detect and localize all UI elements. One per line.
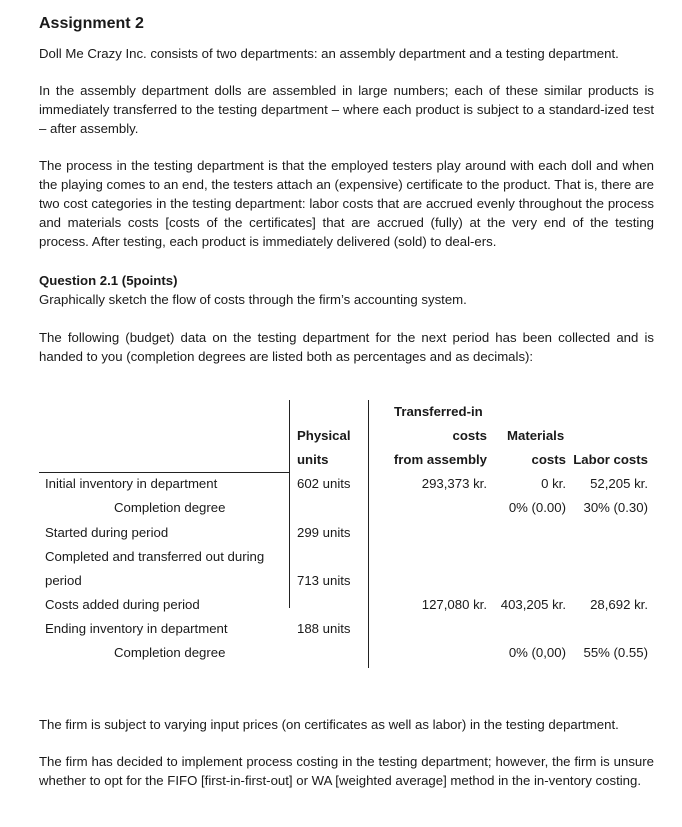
row-added-label: Costs added during period bbox=[45, 597, 200, 612]
method-paragraph: The firm has decided to implement process costing in the testing department; however, the firm is unsure whether to opt for the FIFO [first-in-first-out] or WA [weighted average] method in the in-ventory costing. bbox=[39, 754, 654, 788]
row-completed-label-2: period bbox=[45, 573, 82, 588]
row-initial-completion-labor: 30% (0.30) bbox=[583, 500, 648, 515]
row-completed-units: 713 units bbox=[297, 573, 351, 588]
row-added-labor: 28,692 kr. bbox=[590, 597, 648, 612]
header-materials-1: Materials bbox=[507, 428, 565, 443]
assembly-paragraph: In the assembly department dolls are assembled in large numbers; each of these similar products is immediately transferred to the testing department – where each product is subject to a standard-ized test – after assembly. bbox=[39, 83, 654, 136]
row-initial-completion-label: Completion degree bbox=[114, 500, 226, 515]
row-completed-label-1: Completed and transferred out during bbox=[45, 549, 265, 564]
row-initial-labor: 52,205 kr. bbox=[590, 476, 648, 491]
table-divider-right bbox=[368, 400, 369, 668]
testing-department-table bbox=[39, 400, 654, 672]
row-ending-completion-label: Completion degree bbox=[114, 645, 226, 660]
row-ending-units: 188 units bbox=[297, 621, 351, 636]
header-materials-2: costs bbox=[531, 452, 566, 467]
data-intro-paragraph: The following (budget) data on the testing department for the next period has been collected and is handed to you (completion degrees are listed both as percentages and as decimals): bbox=[39, 330, 654, 364]
row-ending-completion-labor: 55% (0.55) bbox=[583, 645, 648, 660]
header-transferred-2: costs bbox=[452, 428, 487, 443]
row-added-materials: 403,205 kr. bbox=[500, 597, 566, 612]
row-initial-completion-materials: 0% (0.00) bbox=[508, 500, 566, 515]
row-initial-transferred: 293,373 kr. bbox=[421, 476, 487, 491]
table-divider-left bbox=[289, 400, 290, 608]
header-physical-1: Physical bbox=[297, 428, 351, 443]
header-labor: Labor costs bbox=[573, 452, 648, 467]
testing-paragraph: The process in the testing department is that the employed testers play around with each doll and when the playing comes to an end, the testers attach an (expensive) certificate to the product. That is, there are two cost categories in the testing department: labor costs that are accrued evenly throughout the process and materials costs [costs of the certificates] that are accrued (fully) at the very end of the testing process. After testing, each product is immediately delivered (sold) to deal-ers. bbox=[39, 158, 654, 249]
table-header-rule bbox=[39, 472, 289, 473]
row-added-transferred: 127,080 kr. bbox=[421, 597, 487, 612]
intro-paragraph: Doll Me Crazy Inc. consists of two departments: an assembly department and a testing department. bbox=[39, 46, 619, 61]
row-initial-materials: 0 kr. bbox=[541, 476, 566, 491]
question-title: Question 2.1 (5points) bbox=[39, 273, 178, 288]
prices-paragraph: The firm is subject to varying input prices (on certificates as well as labor) in the testing department. bbox=[39, 717, 619, 732]
header-transferred-1: Transferred-in bbox=[394, 404, 483, 419]
header-transferred-3: from assembly bbox=[393, 452, 487, 467]
row-started-label: Started during period bbox=[45, 525, 169, 540]
row-started-units: 299 units bbox=[297, 525, 351, 540]
row-initial-units: 602 units bbox=[297, 476, 351, 491]
document-page bbox=[39, 14, 654, 366]
row-ending-completion-materials: 0% (0,00) bbox=[508, 645, 566, 660]
page-title: Assignment 2 bbox=[39, 15, 144, 32]
header-physical-2: units bbox=[297, 452, 329, 467]
question-text: Graphically sketch the flow of costs through the firm’s accounting system. bbox=[39, 292, 467, 307]
row-ending-label: Ending inventory in department bbox=[45, 621, 228, 636]
row-initial-label: Initial inventory in department bbox=[45, 476, 218, 491]
